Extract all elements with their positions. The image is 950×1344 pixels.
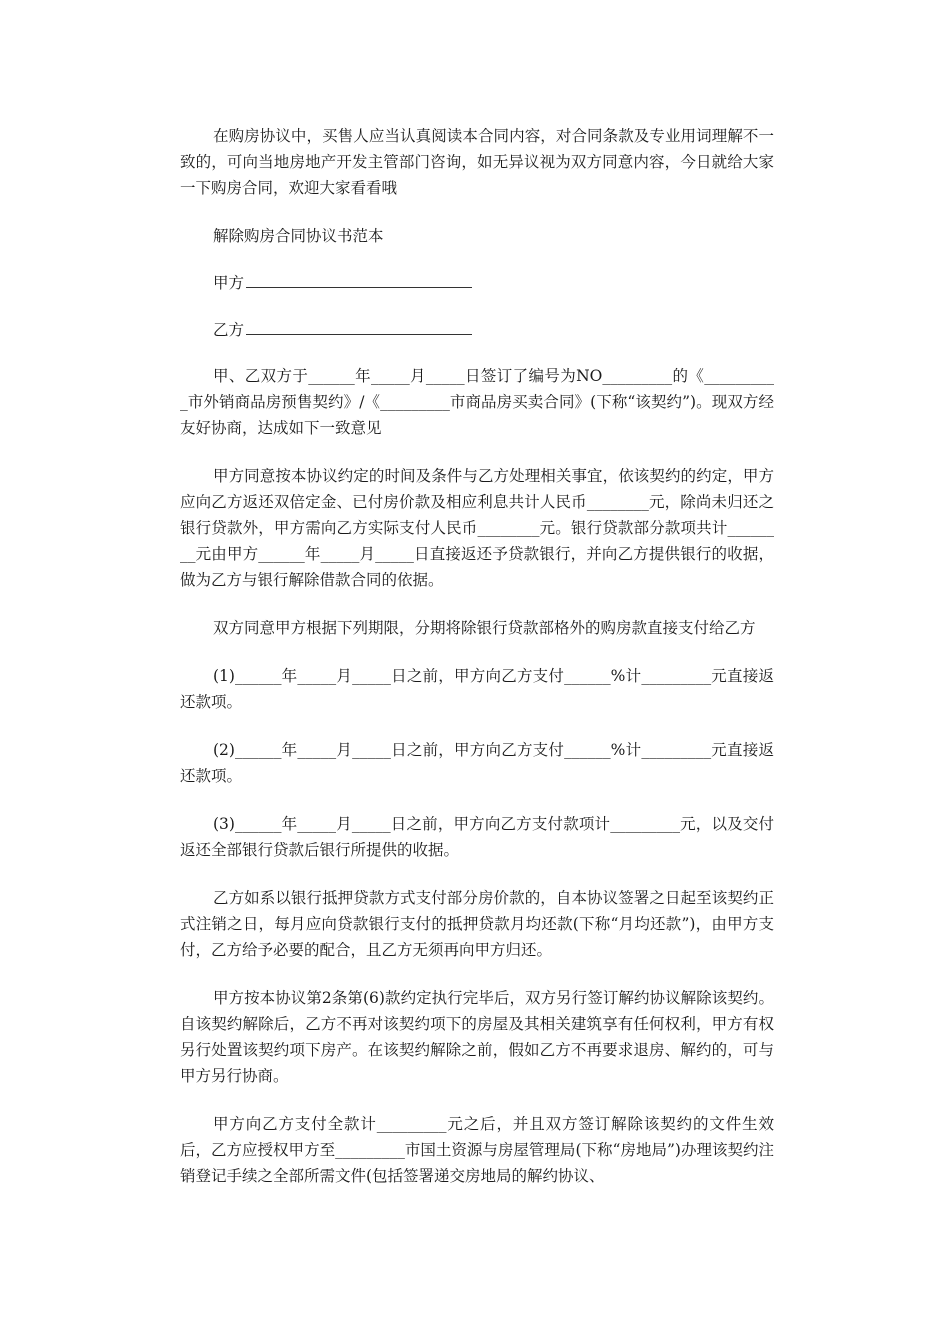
intro-paragraph: 在购房协议中，买售人应当认真阅读本合同内容，对合同条款及专业用词理解不一致的，可向当地房地产开发主管部门咨询，如无异议视为双方同意内容，今日就给大家一下购房合同，欢迎大家看看哦	[180, 127, 774, 197]
document-page	[180, 123, 774, 1211]
party-a-label: 甲方	[213, 274, 245, 292]
body-paragraph: 甲方同意按本协议约定的时间及条件与乙方处理相关事宜，依该契约的约定，甲方应向乙方返还双倍定金、已付房价款及相应利息共计人民币________元，除尚未归还之银行贷款外，甲方需向乙方实际支付人民币________元。银行贷款部分款项共计________元由甲方______年_____月_____日直接返还予贷款银行，并向乙方提供银行的收据，做为乙方与银行解除借款合同的依据。	[180, 467, 774, 589]
party-b-line	[180, 316, 774, 343]
body-paragraph: 甲方向乙方支付全款计_________元之后，并且双方签订解除该契约的文件生效后，乙方应授权甲方至_________市国土资源与房屋管理局(下称“房地局”)办理该契约注销登记手续之全部所需文件(包括签署递交房地局的解约协议、	[180, 1115, 774, 1185]
body-paragraph: (2)______年_____月_____日之前，甲方向乙方支付______%计_________元直接返还款项。	[180, 741, 774, 785]
party-b-blank	[246, 316, 472, 335]
body-paragraph: 甲方按本协议第2条第(6)款约定执行完毕后，双方另行签订解约协议解除该契约。自该契约解除后，乙方不再对该契约项下的房屋及其相关建筑享有任何权利，甲方有权另行处置该契约项下房产。在该契约解除之前，假如乙方不再要求退房、解约的，可与甲方另行协商。	[180, 989, 774, 1085]
body-paragraph: (3)______年_____月_____日之前，甲方向乙方支付款项计_________元，以及交付返还全部银行贷款后银行所提供的收据。	[180, 815, 774, 859]
party-b-label: 乙方	[213, 321, 245, 339]
party-a-line	[180, 269, 774, 296]
body-paragraph: 乙方如系以银行抵押贷款方式支付部分房价款的，自本协议签署之日起至该契约正式注销之日，每月应向贷款银行支付的抵押贷款月均还款(下称“月均还款”)，由甲方支付，乙方给予必要的配合，且乙方无须再向甲方归还。	[180, 889, 774, 959]
party-a-blank	[246, 269, 472, 288]
body-paragraph: 双方同意甲方根据下列期限，分期将除银行贷款部格外的购房款直接支付给乙方	[213, 619, 756, 637]
body-paragraph: 甲、乙双方于______年_____月_____日签订了编号为NO_________的《__________市外销商品房预售契约》/《_________市商品房买卖合同》(下称“该契约”)。现双方经友好协商，达成如下一致意见	[180, 367, 774, 437]
body-paragraph: (1)______年_____月_____日之前，甲方向乙方支付______%计_________元直接返还款项。	[180, 667, 774, 711]
document-title: 解除购房合同协议书范本	[213, 227, 384, 245]
